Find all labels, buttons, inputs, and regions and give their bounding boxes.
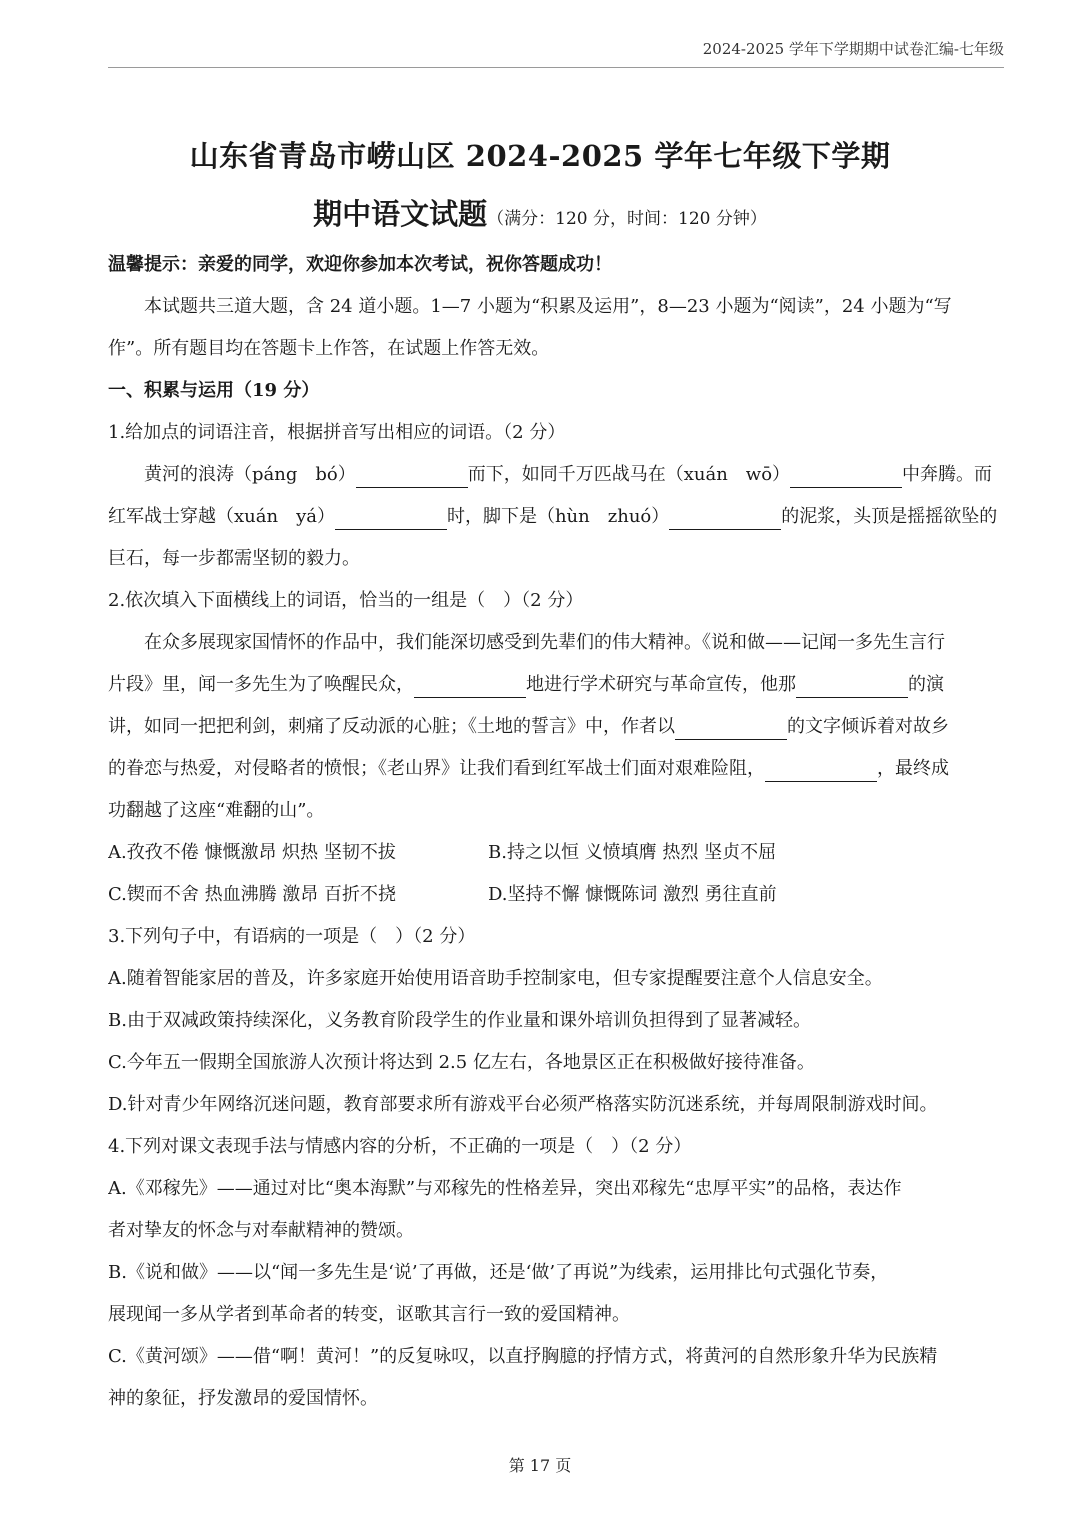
question-1-stem: 1.给加点的词语注音，根据拼音写出相应的词语。（2 分） <box>108 422 566 443</box>
question-4-stem: 4.下列对课文表现手法与情感内容的分析，不正确的一项是（ ）（2 分） <box>108 1136 692 1157</box>
option-c-cont: 神的象征，抒发激昂的爱国情怀。 <box>108 1388 378 1409</box>
intro-line: 作”。所有题目均在答题卡上作答，在试题上作答无效。 <box>108 338 550 359</box>
question-2-options <box>108 832 1004 874</box>
question-2-line: 功翻越了这座“难翻的山”。 <box>108 800 325 821</box>
question-2-line: 片段》里，闻一多先生为了唤醒民众， 地进行学术研究与革命宣传，他那 的演 <box>108 664 1004 706</box>
answer-blank <box>675 715 787 740</box>
option-c: C.今年五一假期全国旅游人次预计将达到 2.5 亿左右，各地景区正在积极做好接待准备。 <box>108 1052 815 1073</box>
exam-title-main: 期中语文试题 <box>313 197 488 231</box>
tip-text: 温馨提示：亲爱的同学，欢迎你参加本次考试，祝你答题成功！ <box>108 254 612 275</box>
option-d: D.坚持不懈 慷慨陈词 激烈 勇往直前 <box>488 884 777 905</box>
question-2-stem: 2.依次填入下面横线上的词语，恰当的一组是（ ）（2 分） <box>108 590 584 611</box>
exam-title-line1: 山东省青岛市崂山区 2024-2025 学年七年级下学期 <box>189 139 891 173</box>
question-2-options <box>108 874 1004 916</box>
section-heading: 一、积累与运用（19 分） <box>108 380 320 401</box>
question-2-line: 在众多展现家国情怀的作品中，我们能深切感受到先辈们的伟大精神。《说和做——记闻一多先生言行 <box>144 632 945 653</box>
question-1-line: 红军战士穿越（xuán yá） 时，脚下是（hùn zhuó） 的泥浆，头顶是摇摇欲坠的 <box>108 496 1004 538</box>
option-a: A.随着智能家居的普及，许多家庭开始使用语音助手控制家电，但专家提醒要注意个人信息安全。 <box>108 968 883 989</box>
option-b-cont: 展现闻一多从学者到革命者的转变，讴歌其言行一致的爱国精神。 <box>108 1304 630 1325</box>
option-a-cont: 者对挚友的怀念与对奉献精神的赞颂。 <box>108 1220 414 1241</box>
intro-line: 本试题共三道大题，含 24 道小题。1—7 小题为“积累及运用”，8—23 小题为“阅读”，24 小题为“写 <box>144 296 952 317</box>
option-b: B.持之以恒 义愤填膺 热烈 坚贞不屈 <box>488 842 777 863</box>
answer-blank <box>796 673 908 698</box>
question-3-stem: 3.下列句子中，有语病的一项是（ ）（2 分） <box>108 926 476 947</box>
option-c: C.锲而不舍 热血沸腾 激昂 百折不挠 <box>108 884 397 905</box>
answer-blank <box>790 463 902 488</box>
answer-blank <box>765 757 877 782</box>
option-c: C.《黄河颂》——借“啊！黄河！”的反复咏叹，以直抒胸臆的抒情方式，将黄河的自然形象升华为民族精 <box>108 1346 938 1367</box>
option-b: B.由于双减政策持续深化，义务教育阶段学生的作业量和课外培训负担得到了显著减轻。 <box>108 1010 811 1031</box>
option-a: A.孜孜不倦 慷慨激昂 炽热 坚韧不拔 <box>108 842 396 863</box>
exam-title-sub: （满分：120 分，时间：120 分钟） <box>487 209 767 229</box>
question-1-line: 巨石，每一步都需坚韧的毅力。 <box>108 548 360 569</box>
answer-blank <box>356 463 468 488</box>
answer-blank <box>414 673 526 698</box>
answer-blank <box>669 505 781 530</box>
option-a: A.《邓稼先》——通过对比“奥本海默”与邓稼先的性格差异，突出邓稼先“忠厚平实”的品格，表达作 <box>108 1178 902 1199</box>
question-2-line: 的眷恋与热爱，对侵略者的愤恨；《老山界》让我们看到红军战士们面对艰难险阻， ，最终成 <box>108 748 1004 790</box>
option-b: B.《说和做》——以“闻一多先生是‘说’了再做，还是‘做’了再说”为线索，运用排比句式强化节奏， <box>108 1262 889 1283</box>
answer-blank <box>335 505 447 530</box>
page-number: 第 17 页 <box>508 1456 572 1475</box>
question-1-line: 黄河的浪涛（páng bó） 而下，如同千万匹战马在（xuán wō） 中奔腾。而 <box>108 454 1004 496</box>
exam-title-line2 <box>0 192 1080 233</box>
question-2-line: 讲，如同一把把利剑，刺痛了反动派的心脏；《土地的誓言》中，作者以 的文字倾诉着对故乡 <box>108 706 1004 748</box>
exam-body <box>108 244 1004 1420</box>
option-d: D.针对青少年网络沉迷问题，教育部要求所有游戏平台必须严格落实防沉迷系统，并每周限制游戏时间。 <box>108 1094 938 1115</box>
page-header: 2024-2025 学年下学期期中试卷汇编-七年级 <box>108 38 1004 68</box>
